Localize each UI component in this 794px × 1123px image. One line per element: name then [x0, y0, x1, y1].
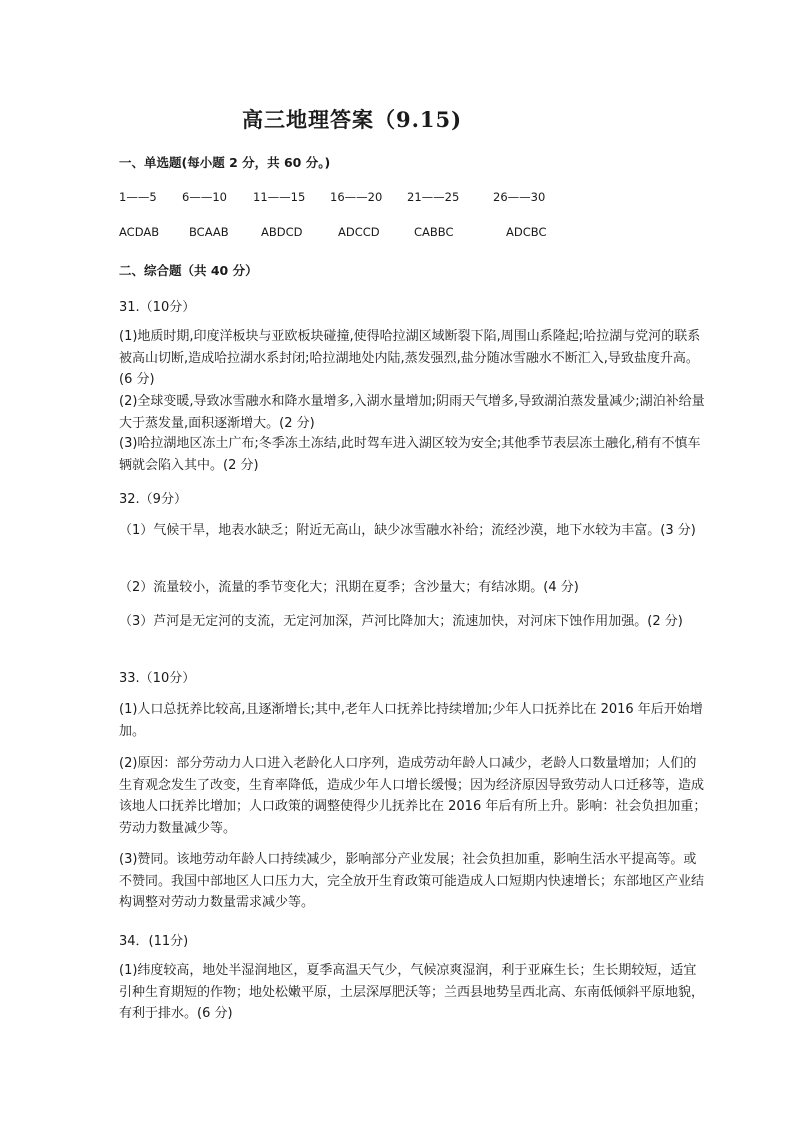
q31-answer-1: (1)地质时期,印度洋板块与亚欧板块碰撞,使得哈拉湖区域断裂下陷,周围山系隆起;哈拉湖与党河的联系被高山切断,造成哈拉湖水系封闭;哈拉湖地处内陆,蒸发强烈,盐分随冰雪融水不断汇入,导致盐度升高。(6 分) [119, 329, 701, 387]
q32-answer-1: （1）气候干旱，地表水缺乏；附近无高山，缺少冰雪融水补给；流经沙漠，地下水较为丰富。(3 分) [119, 523, 696, 538]
range-1-5: 1——5 [119, 190, 157, 204]
range-11-15: 11——15 [253, 190, 306, 204]
q31-answer-3: (3)哈拉湖地区冻土广布;冬季冻土冻结,此时驾车进入湖区较为安全;其他季节表层冻土融化,稍有不慎车辆就会陷入其中。(2 分) [119, 436, 701, 473]
q33-answer-3: (3)赞同。该地劳动年龄人口持续减少，影响部分产业发展；社会负担加重，影响生活水平提高等。或不赞同。我国中部地区人口压力大，完全放开生育政策可能造成人口短期内快速增长；东部地区产业结构调整对劳动力数量需求减少等。 [119, 852, 705, 910]
page-title: 高三地理答案（9.15) [242, 107, 463, 132]
q32-heading: 32.（9分） [119, 492, 187, 507]
answers-1-5: ACDAB [119, 225, 160, 239]
range-6-10: 6——10 [182, 190, 227, 204]
q32-answer-3: （3）芦河是无定河的支流，无定河加深，芦河比降加大；流速加快，对河床下蚀作用加强。(2 分) [119, 614, 683, 629]
section-1-heading: 一、单选题(每小题 2 分，共 60 分。) [119, 155, 331, 170]
range-21-25: 21——25 [407, 190, 460, 204]
q33-answer-2: (2)原因：部分劳动力人口进入老龄化人口序列，造成劳动年龄人口减少，老龄人口数量增加；人们的生育观念发生了改变，生育率降低，造成少年人口增长缓慢；因为经济原因导致劳动人口迁移等，造成该地人口抚养比增加；人口政策的调整使得少儿抚养比在 2016 年后有所上升。影响：社会负担加重；劳动力数量减少等。 [119, 756, 707, 836]
range-26-30: 26——30 [493, 190, 546, 204]
section-2-heading: 二、综合题（共 40 分） [119, 263, 258, 278]
q34-heading: 34．(11分) [119, 934, 189, 949]
answer-key-row [119, 225, 739, 241]
q33-heading: 33.（10分） [119, 671, 196, 686]
answers-11-15: ABDCD [261, 225, 303, 239]
answers-21-25: CABBC [414, 225, 454, 239]
answers-16-20: ADCCD [338, 225, 380, 239]
answers-26-30: ADCBC [506, 225, 547, 239]
answers-6-10: BCAAB [189, 225, 229, 239]
q34-answer-1: (1)纬度较高，地处半湿润地区，夏季高温天气少，气候凉爽湿润，利于亚麻生长；生长期较短，适宜引种生育期短的作物；地处松嫩平原，土层深厚肥沃等；兰西县地势呈西北高、东南低倾斜平原地貌，有利于排水。(6 分) [119, 963, 705, 1021]
q31-heading: 31.（10分） [119, 300, 196, 315]
q33-answer-1: (1)人口总抚养比较高,且逐渐增长;其中,老年人口抚养比持续增加;少年人口抚养比在 2016 年后开始增加。 [119, 702, 703, 739]
q32-answer-2: （2）流量较小，流量的季节变化大；汛期在夏季；含沙量大；有结冰期。(4 分) [119, 580, 579, 595]
range-16-20: 16——20 [330, 190, 383, 204]
question-range-row [119, 190, 739, 206]
q31-answer-2: (2)全球变暖,导致冰雪融水和降水量增多,入湖水量增加;阴雨天气增多,导致湖泊蒸发量减少;湖泊补给量大于蒸发量,面积逐渐增大。(2 分) [119, 394, 705, 431]
